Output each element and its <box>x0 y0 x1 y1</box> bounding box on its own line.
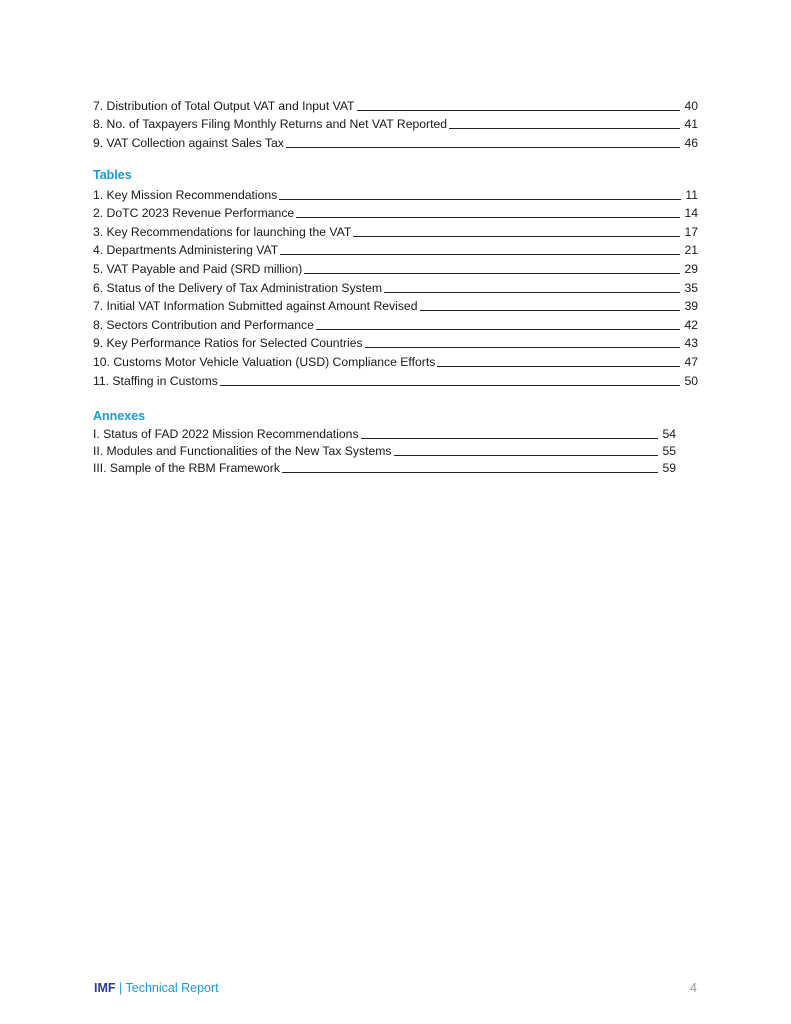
toc-entry-page: 40 <box>684 98 698 113</box>
toc-entry-label: III. Sample of the RBM Framework <box>93 461 280 475</box>
toc-entry-label: 4. Departments Administering VAT <box>93 243 279 258</box>
toc-entry[interactable] <box>93 183 698 202</box>
toc-leader <box>361 438 659 439</box>
toc-leader <box>286 147 681 148</box>
toc-entry-page: 43 <box>684 336 698 351</box>
toc-entry-page: 29 <box>684 261 698 276</box>
toc-entry-page: 47 <box>684 354 698 369</box>
toc-leader <box>282 472 659 473</box>
toc-entry-label: 7. Initial VAT Information Submitted against Amount Revised <box>93 299 418 314</box>
tables-heading: Tables <box>93 168 132 182</box>
page-footer <box>94 981 219 995</box>
toc-entry[interactable] <box>93 313 698 332</box>
toc-entry[interactable] <box>93 131 698 150</box>
toc-leader <box>353 236 680 237</box>
toc-entry-page: 42 <box>684 317 698 332</box>
toc-entry-page: 35 <box>684 280 698 295</box>
toc-entry[interactable] <box>93 332 698 351</box>
toc-entry[interactable] <box>93 441 676 458</box>
toc-leader <box>384 292 680 293</box>
toc-leader <box>449 128 680 129</box>
toc-entry-page: 11 <box>685 187 698 202</box>
toc-leader <box>420 310 681 311</box>
toc-leader <box>357 110 681 111</box>
toc-entry-label: II. Modules and Functionalities of the New Tax Systems <box>93 444 392 458</box>
toc-entry-page: 50 <box>684 373 698 388</box>
toc-leader <box>280 254 680 255</box>
toc-entry-label: 6. Status of the Delivery of Tax Administration System <box>93 280 383 295</box>
figures-list <box>93 94 698 150</box>
toc-entry[interactable] <box>93 202 698 221</box>
toc-entry-label: 2. DoTC 2023 Revenue Performance <box>93 206 295 221</box>
toc-leader <box>394 455 659 456</box>
toc-entry-label: 8. Sectors Contribution and Performance <box>93 317 314 332</box>
toc-entry-label: I. Status of FAD 2022 Mission Recommendations <box>93 427 359 441</box>
toc-entry[interactable] <box>93 220 698 239</box>
toc-entry[interactable] <box>93 276 698 295</box>
toc-leader <box>365 347 681 348</box>
toc-entry[interactable] <box>93 458 676 475</box>
toc-entry[interactable] <box>93 113 698 132</box>
page-number: 4 <box>690 981 697 995</box>
toc-leader <box>220 385 681 386</box>
toc-entry[interactable] <box>93 239 698 258</box>
toc-entry-label: 9. Key Performance Ratios for Selected Countries <box>93 336 363 351</box>
annexes-list <box>93 424 676 475</box>
toc-leader <box>296 217 680 218</box>
toc-entry-page: 54 <box>662 427 676 441</box>
toc-entry-label: 11. Staffing in Customs <box>93 373 218 388</box>
toc-entry-page: 21 <box>684 243 698 258</box>
toc-leader <box>279 199 681 200</box>
toc-entry-label: 1. Key Mission Recommendations <box>93 187 278 202</box>
toc-leader <box>316 329 681 330</box>
toc-leader <box>437 366 680 367</box>
toc-entry-page: 39 <box>684 299 698 314</box>
toc-entry[interactable] <box>93 350 698 369</box>
toc-entry-page: 17 <box>684 224 698 239</box>
toc-entry-page: 55 <box>662 444 676 458</box>
toc-entry[interactable] <box>93 94 698 113</box>
toc-entry-label: 7. Distribution of Total Output VAT and Input VAT <box>93 98 355 113</box>
toc-entry[interactable] <box>93 257 698 276</box>
footer-separator: | <box>119 981 123 995</box>
imf-brand: IMF <box>94 981 116 995</box>
toc-leader <box>304 273 680 274</box>
toc-entry[interactable] <box>93 369 698 388</box>
toc-entry-label: 10. Customs Motor Vehicle Valuation (USD) Compliance Efforts <box>93 354 436 369</box>
report-label: Technical Report <box>125 981 219 995</box>
toc-entry-label: 9. VAT Collection against Sales Tax <box>93 135 284 150</box>
toc-entry-page: 59 <box>662 461 676 475</box>
toc-entry-label: 5. VAT Payable and Paid (SRD million) <box>93 261 303 276</box>
toc-entry-page: 14 <box>684 206 698 221</box>
toc-entry[interactable] <box>93 424 676 441</box>
tables-list <box>93 183 698 388</box>
toc-entry-page: 46 <box>684 135 698 150</box>
toc-entry[interactable] <box>93 295 698 314</box>
annexes-heading: Annexes <box>93 409 146 423</box>
toc-entry-label: 8. No. of Taxpayers Filing Monthly Returns and Net VAT Reported <box>93 117 448 132</box>
toc-entry-label: 3. Key Recommendations for launching the VAT <box>93 224 352 239</box>
toc-entry-page: 41 <box>684 117 698 132</box>
